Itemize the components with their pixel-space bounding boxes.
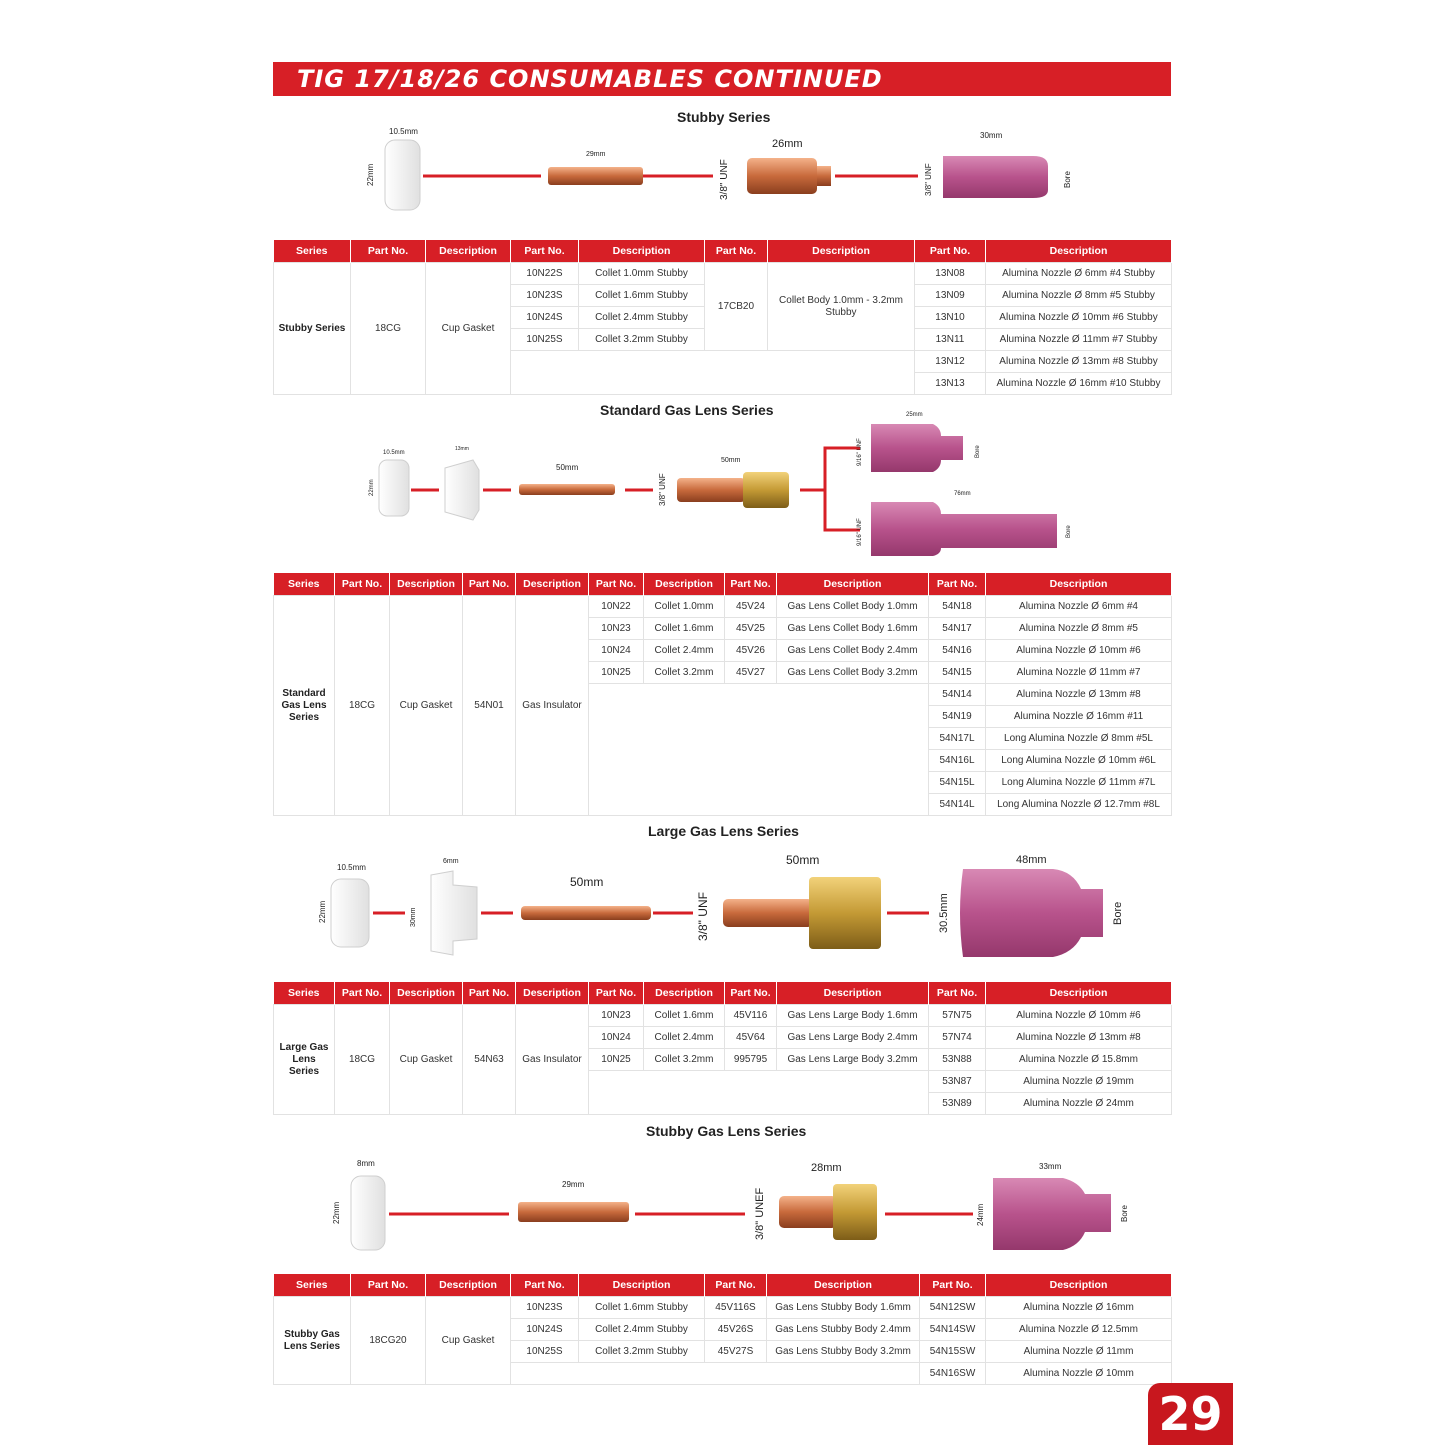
table-cell: Long Alumina Nozzle Ø 8mm #5L: [986, 728, 1172, 750]
table-header-cell: Description: [986, 240, 1172, 263]
table-header-cell: Description: [516, 982, 589, 1005]
table-header-row: [274, 573, 1172, 596]
gas-insulator-image: [431, 871, 477, 955]
table-cell: Long Alumina Nozzle Ø 11mm #7L: [986, 772, 1172, 794]
table-cell: 45V25: [725, 618, 777, 640]
stubby-gl-illustration: [273, 1150, 1171, 1262]
stubby-gl-table: [273, 1274, 1172, 1385]
table-cell: Collet 2.4mm Stubby: [579, 1319, 705, 1341]
table-header-cell: Part No.: [725, 982, 777, 1005]
table-cell: 54N15L: [929, 772, 986, 794]
table-cell: 54N63: [463, 1005, 516, 1115]
table-cell: 10N25: [589, 1049, 644, 1071]
table-header-cell: Description: [644, 573, 725, 596]
table-cell: 10N24: [589, 640, 644, 662]
table-cell: Gas Lens Stubby Body 2.4mm: [767, 1319, 920, 1341]
table-cell: Cup Gasket: [390, 596, 463, 816]
table-cell: 54N14SW: [920, 1319, 986, 1341]
table-cell: 53N87: [929, 1071, 986, 1093]
page-title: TIG 17/18/26 CONSUMABLES CONTINUED: [297, 65, 883, 93]
dimension-label: 50mm: [570, 875, 604, 889]
table-header-cell: Part No.: [929, 573, 986, 596]
header-banner: [273, 62, 1171, 96]
long-nozzle-image: [871, 502, 1057, 556]
table-cell: 17CB20: [705, 263, 768, 351]
table-cell: 10N23S: [511, 1297, 579, 1319]
table-cell: Standard Gas Lens Series: [274, 596, 335, 816]
stubby-illustration: [273, 120, 1171, 232]
table-header-cell: Part No.: [351, 1274, 426, 1297]
dimension-label: Bore: [975, 445, 981, 458]
section-title-standard: Standard Gas Lens Series: [600, 402, 774, 418]
table-header-cell: Part No.: [915, 240, 986, 263]
table-cell: 54N14: [929, 684, 986, 706]
table-cell: 54N17: [929, 618, 986, 640]
table-header-cell: Description: [579, 240, 705, 263]
table-header-cell: Part No.: [511, 240, 579, 263]
table-header-cell: Description: [777, 573, 929, 596]
table-cell: Alumina Nozzle Ø 15.8mm: [986, 1049, 1172, 1071]
dimension-label: 48mm: [1016, 854, 1047, 866]
dimension-label: 22mm: [369, 479, 375, 496]
table-cell: Gas Lens Large Body 1.6mm: [777, 1005, 929, 1027]
table-cell: 13N09: [915, 285, 986, 307]
table-header-cell: Part No.: [351, 240, 426, 263]
table-cell: 18CG20: [351, 1297, 426, 1385]
dim-collet: 29mm: [586, 151, 606, 158]
table-cell: 13N12: [915, 351, 986, 373]
gas-lens-body-image: [723, 899, 813, 927]
dimension-label: 28mm: [811, 1162, 842, 1174]
dimension-label: 3/8" UNEF: [754, 1187, 766, 1240]
table-cell: [511, 1363, 920, 1385]
table-cell: Collet 2.4mm: [644, 640, 725, 662]
table-cell: Gas Lens Collet Body 1.0mm: [777, 596, 929, 618]
gas-lens-body-image: [779, 1196, 837, 1228]
table-header-cell: Series: [274, 240, 351, 263]
dim-cup-w: 10.5mm: [389, 127, 418, 136]
table-cell: 13N10: [915, 307, 986, 329]
table-cell: [511, 351, 915, 395]
table-cell: 54N19: [929, 706, 986, 728]
nozzle-image: [871, 424, 963, 472]
table-cell: 45V26S: [705, 1319, 767, 1341]
table-cell: 18CG: [351, 263, 426, 395]
dimension-label: 24mm: [976, 1203, 985, 1226]
table-header-cell: Description: [426, 240, 511, 263]
table-cell: 45V26: [725, 640, 777, 662]
dimension-label: 29mm: [562, 1180, 585, 1189]
table-header-cell: Series: [274, 982, 335, 1005]
large-table: [273, 982, 1172, 1115]
table-cell: Alumina Nozzle Ø 16mm #11: [986, 706, 1172, 728]
page-number: 29: [1158, 1387, 1223, 1441]
table-cell: Collet 3.2mm: [644, 662, 725, 684]
table-header-row: [274, 240, 1172, 263]
table-header-cell: Description: [644, 982, 725, 1005]
table-cell: Stubby Gas Lens Series: [274, 1297, 351, 1385]
table-cell: Collet 1.6mm: [644, 1005, 725, 1027]
table-cell: Collet 1.0mm Stubby: [579, 263, 705, 285]
table-cell: 10N23: [589, 618, 644, 640]
standard-table: [273, 573, 1172, 816]
table-cell: Alumina Nozzle Ø 11mm: [986, 1341, 1172, 1363]
table-cell: 54N01: [463, 596, 516, 816]
standard-illustration: [273, 410, 1171, 565]
table-cell: Alumina Nozzle Ø 8mm #5 Stubby: [986, 285, 1172, 307]
table-cell: 45V27: [725, 662, 777, 684]
table-header-cell: Part No.: [335, 982, 390, 1005]
dim-cup-h: 22mm: [366, 163, 375, 186]
table-header-cell: Part No.: [335, 573, 390, 596]
table-cell: Collet 2.4mm Stubby: [579, 307, 705, 329]
dimension-label: 33mm: [1039, 1162, 1062, 1171]
dimension-label: 50mm: [721, 457, 741, 464]
table-cell: Cup Gasket: [390, 1005, 463, 1115]
table-row: [274, 1005, 1172, 1027]
table-cell: Alumina Nozzle Ø 13mm #8: [986, 1027, 1172, 1049]
dimension-label: 6mm: [443, 858, 459, 865]
table-cell: 54N16SW: [920, 1363, 986, 1385]
table-cell: Stubby Series: [274, 263, 351, 395]
cup-gasket-image: [379, 460, 409, 516]
table-cell: 57N75: [929, 1005, 986, 1027]
dimension-label: 30.5mm: [938, 893, 950, 933]
table-header-row: [274, 982, 1172, 1005]
table-cell: 54N16: [929, 640, 986, 662]
table-cell: Gas Lens Collet Body 3.2mm: [777, 662, 929, 684]
table-header-row: [274, 1274, 1172, 1297]
table-cell: Alumina Nozzle Ø 24mm: [986, 1093, 1172, 1115]
table-cell: Large Gas Lens Series: [274, 1005, 335, 1115]
dim-thread: 3/8" UNF: [719, 159, 730, 200]
table-cell: Alumina Nozzle Ø 16mm: [986, 1297, 1172, 1319]
collet-image: [548, 167, 643, 185]
illustration-shape: [809, 877, 881, 949]
table-cell: Collet 3.2mm Stubby: [579, 1341, 705, 1363]
table-cell: 54N14L: [929, 794, 986, 816]
table-cell: Alumina Nozzle Ø 6mm #4 Stubby: [986, 263, 1172, 285]
collet-image: [519, 484, 615, 495]
collet-image: [521, 906, 651, 920]
table-cell: 10N25S: [511, 1341, 579, 1363]
table-cell: Collet 1.6mm Stubby: [579, 1297, 705, 1319]
dimension-label: 13mm: [455, 446, 469, 452]
nozzle-image: [943, 156, 1048, 198]
table-cell: 54N17L: [929, 728, 986, 750]
table-header-cell: Description: [390, 982, 463, 1005]
table-header-cell: Part No.: [725, 573, 777, 596]
table-cell: Gas Lens Stubby Body 3.2mm: [767, 1341, 920, 1363]
table-row: [274, 263, 1172, 285]
table-cell: Alumina Nozzle Ø 13mm #8 Stubby: [986, 351, 1172, 373]
table-cell: Cup Gasket: [426, 263, 511, 395]
dimension-label: 76mm: [954, 491, 971, 497]
dimension-label: 50mm: [786, 853, 820, 867]
illustration-shape: [817, 166, 831, 186]
table-cell: Alumina Nozzle Ø 10mm #6: [986, 640, 1172, 662]
table-cell: 54N18: [929, 596, 986, 618]
table-cell: Gas Lens Large Body 3.2mm: [777, 1049, 929, 1071]
table-cell: Alumina Nozzle Ø 6mm #4: [986, 596, 1172, 618]
dimension-label: 30mm: [410, 907, 417, 927]
collet-body-image: [747, 158, 817, 194]
section-title-stubby-gl: Stubby Gas Lens Series: [646, 1123, 807, 1139]
table-header-cell: Part No.: [589, 982, 644, 1005]
dimension-label: 3/8" UNF: [696, 892, 710, 941]
table-cell: Alumina Nozzle Ø 11mm #7 Stubby: [986, 329, 1172, 351]
dimension-label: Bore: [1066, 525, 1072, 538]
table-cell: 10N23S: [511, 285, 579, 307]
table-cell: 13N08: [915, 263, 986, 285]
table-cell: 53N88: [929, 1049, 986, 1071]
table-cell: [589, 1071, 929, 1115]
table-header-cell: Part No.: [589, 573, 644, 596]
section-title-stubby: Stubby Series: [677, 109, 771, 125]
table-header-cell: Description: [986, 982, 1172, 1005]
table-header-cell: Part No.: [929, 982, 986, 1005]
table-cell: 10N23: [589, 1005, 644, 1027]
dim-body: 26mm: [772, 138, 803, 150]
table-header-cell: Part No.: [705, 1274, 767, 1297]
cup-gasket-image: [331, 879, 369, 947]
table-header-cell: Part No.: [463, 982, 516, 1005]
table-cell: Collet 1.6mm: [644, 618, 725, 640]
table-header-cell: Description: [516, 573, 589, 596]
table-cell: 54N15SW: [920, 1341, 986, 1363]
table-cell: 10N24S: [511, 307, 579, 329]
dimension-label: 50mm: [556, 463, 579, 472]
table-cell: 54N16L: [929, 750, 986, 772]
table-cell: 995795: [725, 1049, 777, 1071]
table-cell: Gas Lens Collet Body 1.6mm: [777, 618, 929, 640]
dimension-label: 9/16" UNF: [857, 438, 863, 466]
table-cell: 45V27S: [705, 1341, 767, 1363]
table-header-cell: Series: [274, 1274, 351, 1297]
page-number-badge: [1148, 1383, 1233, 1445]
dimension-label: 3/8" UNF: [658, 473, 667, 506]
table-cell: Long Alumina Nozzle Ø 10mm #6L: [986, 750, 1172, 772]
table-cell: Gas Lens Stubby Body 1.6mm: [767, 1297, 920, 1319]
table-cell: 10N24: [589, 1027, 644, 1049]
table-cell: Gas Lens Collet Body 2.4mm: [777, 640, 929, 662]
table-cell: 18CG: [335, 596, 390, 816]
dimension-label: Bore: [1112, 901, 1124, 925]
gas-insulator-image: [445, 460, 479, 520]
table-cell: Collet 2.4mm: [644, 1027, 725, 1049]
nozzle-image: [960, 869, 1103, 957]
nozzle-image: [993, 1178, 1111, 1250]
dimension-label: Bore: [1120, 1205, 1129, 1222]
table-cell: Gas Insulator: [516, 1005, 589, 1115]
table-cell: 53N89: [929, 1093, 986, 1115]
table-header-cell: Part No.: [705, 240, 768, 263]
table-cell: Alumina Nozzle Ø 8mm #5: [986, 618, 1172, 640]
table-header-cell: Description: [390, 573, 463, 596]
table-header-cell: Description: [426, 1274, 511, 1297]
table-cell: 18CG: [335, 1005, 390, 1115]
table-cell: Gas Lens Large Body 2.4mm: [777, 1027, 929, 1049]
table-cell: 13N13: [915, 373, 986, 395]
illustration-shape: [825, 448, 860, 530]
table-cell: 54N12SW: [920, 1297, 986, 1319]
table-header-cell: Part No.: [463, 573, 516, 596]
table-cell: Alumina Nozzle Ø 19mm: [986, 1071, 1172, 1093]
table-cell: 10N25S: [511, 329, 579, 351]
dim-nozzle-thread: 3/8" UNF: [924, 163, 933, 196]
table-header-cell: Description: [777, 982, 929, 1005]
table-cell: 45V64: [725, 1027, 777, 1049]
dimension-label: 25mm: [906, 412, 923, 418]
table-cell: Alumina Nozzle Ø 13mm #8: [986, 684, 1172, 706]
table-cell: 57N74: [929, 1027, 986, 1049]
dimension-label: 22mm: [332, 1201, 341, 1224]
illustration-shape: [833, 1184, 877, 1240]
table-cell: 10N24S: [511, 1319, 579, 1341]
table-cell: Alumina Nozzle Ø 16mm #10 Stubby: [986, 373, 1172, 395]
table-cell: Collet Body 1.0mm - 3.2mm Stubby: [768, 263, 915, 351]
table-cell: 54N15: [929, 662, 986, 684]
table-cell: 10N22: [589, 596, 644, 618]
table-cell: 45V116: [725, 1005, 777, 1027]
dim-bore: Bore: [1063, 171, 1072, 188]
table-cell: Alumina Nozzle Ø 12.5mm: [986, 1319, 1172, 1341]
dimension-label: 10.5mm: [383, 450, 405, 456]
table-cell: 10N25: [589, 662, 644, 684]
collet-image: [518, 1202, 629, 1222]
section-title-large: Large Gas Lens Series: [648, 823, 799, 839]
table-header-cell: Description: [986, 1274, 1172, 1297]
table-row: [274, 1297, 1172, 1319]
illustration-shape: [743, 472, 789, 508]
table-cell: Gas Insulator: [516, 596, 589, 816]
table-cell: 13N11: [915, 329, 986, 351]
table-cell: Alumina Nozzle Ø 11mm #7: [986, 662, 1172, 684]
dim-nozzle: 30mm: [980, 131, 1003, 140]
table-cell: Alumina Nozzle Ø 10mm #6: [986, 1005, 1172, 1027]
cup-gasket-image: [351, 1176, 385, 1250]
table-header-cell: Description: [579, 1274, 705, 1297]
table-cell: Cup Gasket: [426, 1297, 511, 1385]
dimension-label: 10.5mm: [337, 863, 366, 872]
large-illustration: [273, 845, 1171, 975]
table-cell: Alumina Nozzle Ø 10mm: [986, 1363, 1172, 1385]
table-header-cell: Series: [274, 573, 335, 596]
table-header-cell: Part No.: [511, 1274, 579, 1297]
table-cell: Collet 1.6mm Stubby: [579, 285, 705, 307]
table-header-cell: Description: [767, 1274, 920, 1297]
table-cell: Collet 3.2mm Stubby: [579, 329, 705, 351]
table-cell: 10N22S: [511, 263, 579, 285]
table-row: [274, 596, 1172, 618]
table-cell: Alumina Nozzle Ø 10mm #6 Stubby: [986, 307, 1172, 329]
gas-lens-body-image: [677, 478, 745, 502]
table-cell: [589, 684, 929, 816]
stubby-table: [273, 240, 1172, 395]
table-cell: 45V116S: [705, 1297, 767, 1319]
dimension-label: 8mm: [357, 1159, 375, 1168]
dimension-label: 9/16" UNF: [857, 518, 863, 546]
table-header-cell: Part No.: [920, 1274, 986, 1297]
table-cell: Collet 3.2mm: [644, 1049, 725, 1071]
table-header-cell: Description: [986, 573, 1172, 596]
table-cell: 45V24: [725, 596, 777, 618]
cup-gasket-image: [385, 140, 420, 210]
table-cell: Long Alumina Nozzle Ø 12.7mm #8L: [986, 794, 1172, 816]
table-cell: Collet 1.0mm: [644, 596, 725, 618]
dimension-label: 22mm: [318, 900, 327, 923]
table-header-cell: Description: [768, 240, 915, 263]
